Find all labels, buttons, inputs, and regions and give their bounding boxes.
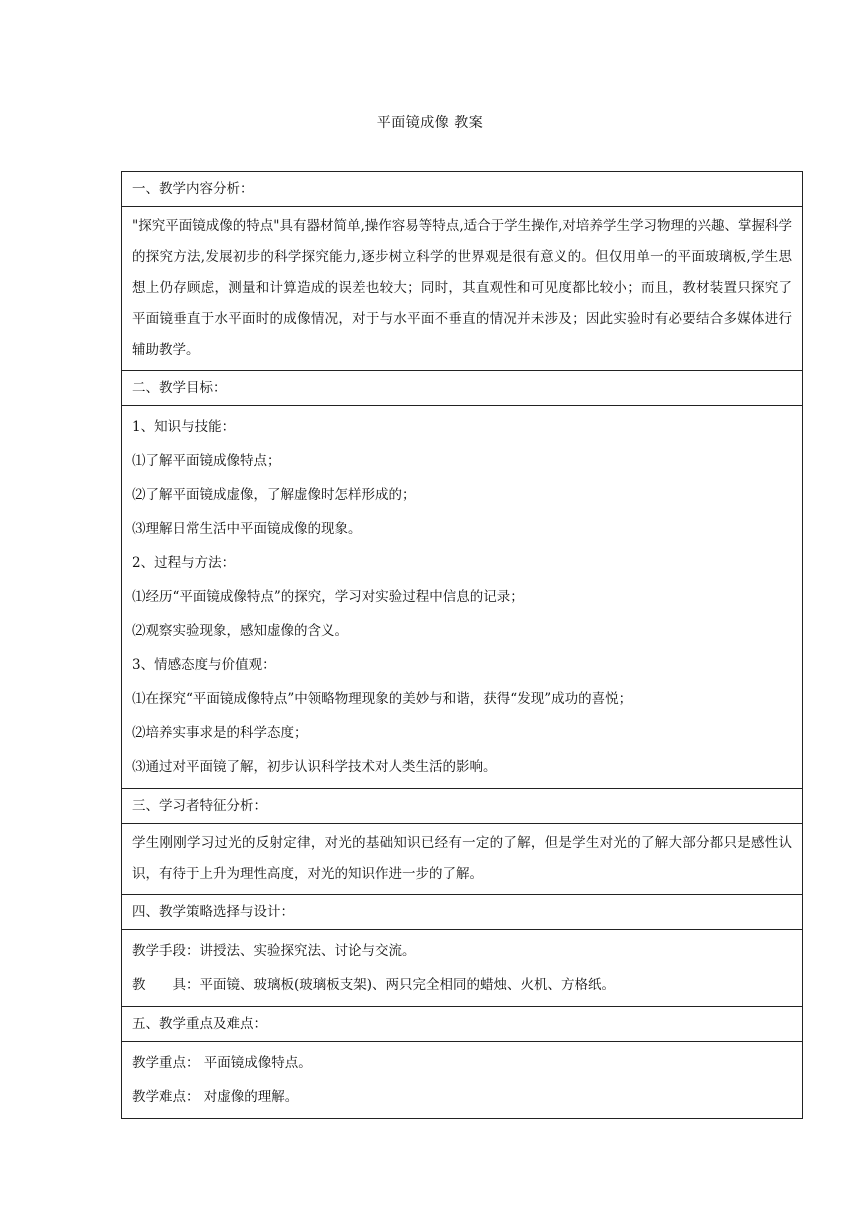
learner-analysis-text: 学生刚刚学习过光的反射定律，对光的基础知识已经有一定的了解，但是学生对光的了解大部分都只是感性认识，有待于上升为理性高度，对光的知识作进一步的了解。 bbox=[132, 835, 792, 882]
section-body-content-analysis bbox=[122, 207, 803, 371]
key-point-line: 教学重点： 平面镜成像特点。 bbox=[132, 1055, 312, 1071]
section-body-strategy bbox=[122, 930, 803, 1007]
lesson-plan-table bbox=[121, 171, 803, 1119]
objective-line: ⑶通过对平面镜了解，初步认识科学技术对人类生活的影响。 bbox=[132, 759, 497, 775]
objective-line: 2、过程与方法： bbox=[132, 555, 236, 571]
objective-line: ⑵了解平面镜成虚像，了解虚像时怎样形成的； bbox=[132, 487, 416, 503]
document-title: 平面镜成像 教案 bbox=[376, 115, 484, 131]
section-body-learner-analysis bbox=[122, 824, 803, 895]
content-analysis-text: "探究平面镜成像的特点"具有器材简单,操作容易等特点,适合于学生操作,对培养学生学习物理的兴趣、掌握科学的探究方法,发展初步的科学探究能力,逐步树立科学的世界观是很有意义的。但仅用单一的平面玻璃板,学生思想上仍存顾虑，测量和计算造成的误差也较大；同时，其直观性和可见度都比较小；而且，教材装置只探究了平面镜垂直于水平面时的成像情况，对于与水平面不垂直的情况并未涉及；因此实验时有必要结合多媒体进行辅助教学。 bbox=[132, 218, 792, 358]
objective-line: ⑴了解平面镜成像特点； bbox=[132, 453, 281, 469]
section-heading-content-analysis: 一、教学内容分析： bbox=[122, 172, 803, 207]
objective-line: ⑴经历“平面镜成像特点”的探究，学习对实验过程中信息的记录； bbox=[132, 589, 524, 605]
strategy-line: 教学手段：讲授法、实验探究法、讨论与交流。 bbox=[132, 943, 416, 959]
objective-line: 1、知识与技能： bbox=[132, 419, 236, 435]
objective-line: ⑶理解日常生活中平面镜成像的现象。 bbox=[132, 521, 362, 537]
objective-line: ⑴在探究“平面镜成像特点”中领略物理现象的美妙与和谐，获得“发现”成功的喜悦； bbox=[132, 691, 633, 707]
strategy-line: 教 具：平面镜、玻璃板(玻璃板支架)、两只完全相同的蜡烛、火机、方格纸。 bbox=[132, 977, 616, 993]
key-point-line: 教学难点： 对虚像的理解。 bbox=[132, 1089, 299, 1105]
section-body-objectives bbox=[122, 406, 803, 789]
objective-line: 3、情感态度与价值观： bbox=[132, 657, 276, 673]
section-heading-strategy: 四、教学策略选择与设计： bbox=[122, 895, 803, 930]
section-heading-learner-analysis: 三、学习者特征分析： bbox=[122, 789, 803, 824]
section-heading-objectives: 二、教学目标： bbox=[122, 371, 803, 406]
section-body-key-points bbox=[122, 1042, 803, 1119]
objective-line: ⑵观察实验现象，感知虚像的含义。 bbox=[132, 623, 348, 639]
section-heading-key-points: 五、教学重点及难点： bbox=[122, 1007, 803, 1042]
objective-line: ⑵培养实事求是的科学态度； bbox=[132, 725, 308, 741]
